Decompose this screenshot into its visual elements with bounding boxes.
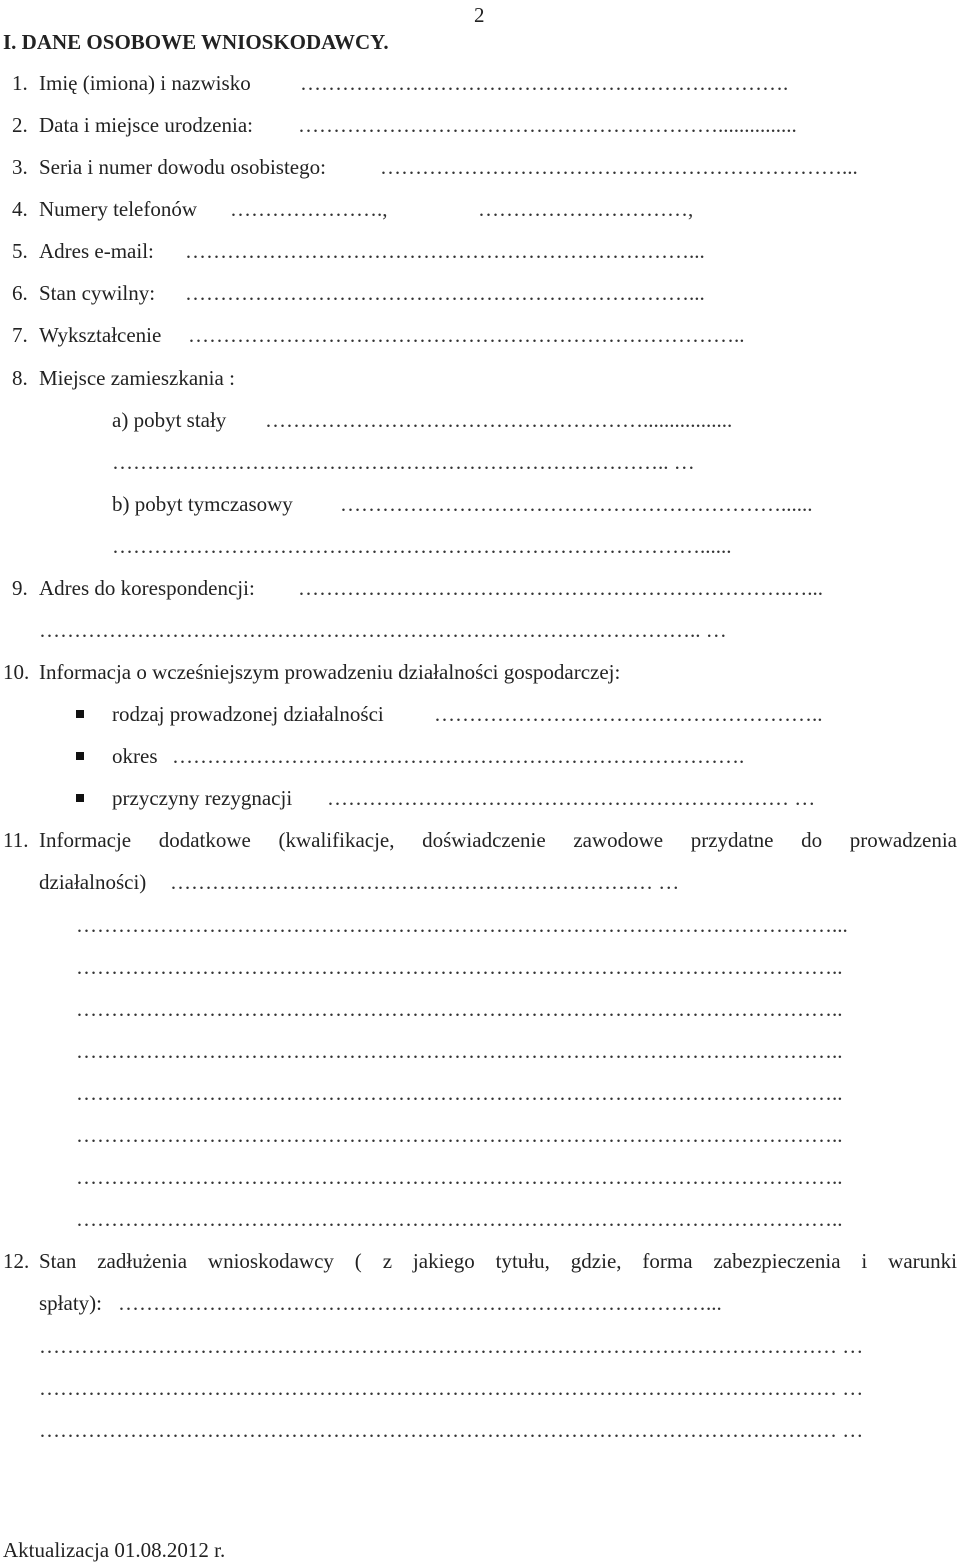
additional-info-field[interactable]: …………………………………………………………… … [170, 870, 680, 894]
footer-update-date: Aktualizacja 01.08.2012 r. [3, 1538, 226, 1562]
phone-numbers-label: Numery telefonów [39, 197, 198, 221]
business-type-field[interactable]: ……………………………………………….. [434, 702, 823, 726]
birth-date-place-label: Data i miejsce urodzenia: [39, 113, 253, 137]
id-document-field[interactable]: …………………………………………………………... [380, 155, 858, 179]
additional-info-line[interactable]: ………………………………………………………………………………………………... [76, 913, 848, 937]
permanent-residence-field[interactable]: ………………………………………………................. [265, 408, 733, 432]
temporary-residence-field-cont[interactable]: …………………………………………………………………………...... [112, 534, 732, 558]
email-field[interactable]: ………………………………………………………………... [185, 239, 705, 263]
additional-info-line[interactable]: ……………………………………………………………………………………………….. [76, 955, 843, 979]
additional-info-line[interactable]: ……………………………………………………………………………………………….. [76, 1123, 843, 1147]
item-number: 5. [12, 239, 28, 263]
correspondence-address-field-cont[interactable]: ………………………………………………………………………………….. … [39, 618, 727, 642]
item-number: 2. [12, 113, 28, 137]
debt-status-line[interactable]: …………………………………………………………………………………………………… … [39, 1334, 864, 1358]
residence-label: Miejsce zamieszkania : [39, 366, 235, 390]
additional-info-line[interactable]: ……………………………………………………………………………………………….. [76, 1165, 843, 1189]
item-number: 7. [12, 323, 28, 347]
item-number: 6. [12, 281, 28, 305]
permanent-residence-label: a) pobyt stały [112, 408, 227, 432]
additional-info-line[interactable]: ……………………………………………………………………………………………….. [76, 1081, 843, 1105]
item-number: 10. [3, 660, 30, 684]
debt-status-label-cont: spłaty): [39, 1291, 102, 1315]
email-label: Adres e-mail: [39, 239, 154, 263]
additional-info-line[interactable]: ……………………………………………………………………………………………….. [76, 997, 843, 1021]
phone-number-field-2[interactable]: …………………………, [478, 197, 694, 221]
temporary-residence-field[interactable]: ………………………………………………………...... [340, 492, 813, 516]
education-field[interactable]: …………………………………………………………………….. [188, 323, 745, 347]
permanent-residence-field-cont[interactable]: …………………………………………………………………….. … [112, 450, 695, 474]
marital-status-field[interactable]: ………………………………………………………………... [185, 281, 705, 305]
full-name-field[interactable]: ……………………………………………………………. [300, 71, 789, 95]
phone-number-field-1[interactable]: …………………., [230, 197, 388, 221]
item-number: 11. [3, 828, 29, 852]
education-label: Wykształcenie [39, 323, 162, 347]
page-number: 2 [474, 3, 485, 27]
id-document-label: Seria i numer dowodu osobistego: [39, 155, 326, 179]
additional-info-label-cont: działalności) [39, 870, 147, 894]
resignation-reasons-label: przyczyny rezygnacji [112, 786, 293, 810]
resignation-reasons-field[interactable]: ………………………………………………………… … [327, 786, 816, 810]
item-number: 9. [12, 576, 28, 600]
additional-info-line[interactable]: ……………………………………………………………………………………………….. [76, 1207, 843, 1231]
business-type-label: rodzaj prowadzonej działalności [112, 702, 384, 726]
section-title: I. DANE OSOBOWE WNIOSKODAWCY. [3, 30, 389, 54]
debt-status-label: Stan zadłużenia wnioskodawcy ( z jakiego tytułu, gdzie, forma zabezpieczenia i warunki [39, 1249, 957, 1273]
birth-date-place-field[interactable]: ……………………………………………………............... [298, 113, 797, 137]
square-bullet-icon [76, 794, 84, 802]
item-number: 4. [12, 197, 28, 221]
correspondence-address-label: Adres do korespondencji: [39, 576, 255, 600]
debt-status-field[interactable]: …………………………………………………………………………... [118, 1291, 722, 1315]
correspondence-address-field[interactable]: …………………………………………………………….…... [298, 576, 823, 600]
previous-business-label: Informacja o wcześniejszym prowadzeniu działalności gospodarczej: [39, 660, 621, 684]
business-period-field[interactable]: ………………………………………………………………………. [172, 744, 745, 768]
business-period-label: okres [112, 744, 158, 768]
full-name-label: Imię (imiona) i nazwisko [39, 71, 251, 95]
additional-info-label: Informacje dodatkowe (kwalifikacje, doświadczenie zawodowe przydatne do prowadzenia [39, 828, 957, 852]
item-number: 1. [12, 71, 28, 95]
square-bullet-icon [76, 752, 84, 760]
item-number: 3. [12, 155, 28, 179]
debt-status-line[interactable]: …………………………………………………………………………………………………… … [39, 1418, 864, 1442]
item-number: 8. [12, 366, 28, 390]
marital-status-label: Stan cywilny: [39, 281, 156, 305]
debt-status-line[interactable]: …………………………………………………………………………………………………… … [39, 1376, 864, 1400]
additional-info-line[interactable]: ……………………………………………………………………………………………….. [76, 1039, 843, 1063]
item-number: 12. [3, 1249, 30, 1273]
temporary-residence-label: b) pobyt tymczasowy [112, 492, 293, 516]
square-bullet-icon [76, 710, 84, 718]
